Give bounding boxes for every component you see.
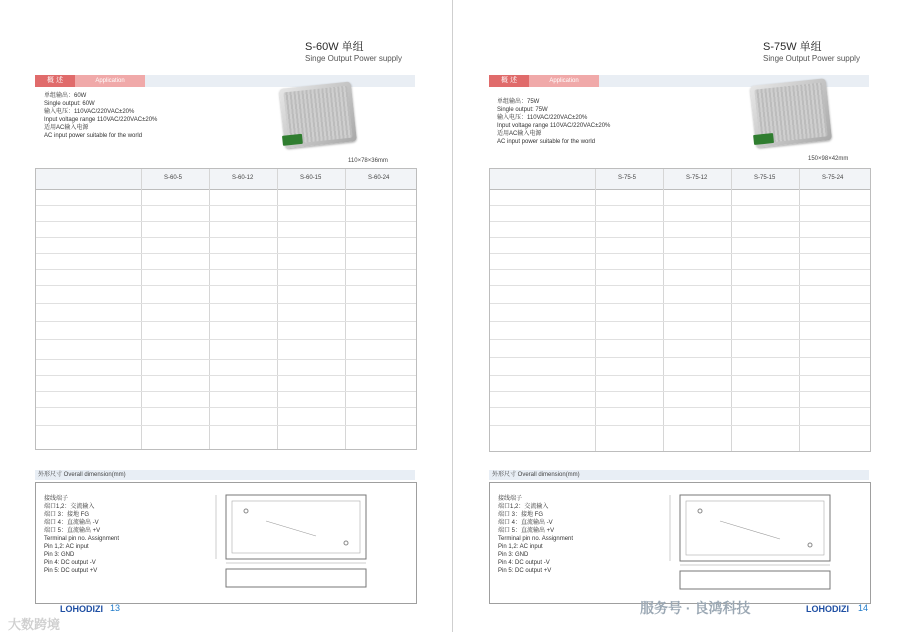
feature-item: Single output: 60W — [44, 101, 95, 107]
pin-item: 端口 5：直流输出 +V — [498, 528, 555, 534]
feature-item: 适用AC输入电源 — [497, 131, 542, 137]
feature-item: AC input power suitable for the world — [497, 139, 596, 145]
column-header: S-75-12 — [686, 175, 708, 181]
overview-tag: 概 述 — [489, 75, 529, 87]
watermark-right: 服务号 · 良鸿科技 — [640, 600, 751, 616]
pin-list — [498, 495, 573, 575]
feature-item: 单组输出：60W — [44, 93, 87, 99]
feature-item: 适用AC输入电源 — [44, 125, 89, 131]
pin-item: Pin 4: DC output -V — [498, 560, 550, 566]
spec-table — [489, 168, 871, 452]
pin-item: 端口 3：接地 FG — [498, 512, 544, 518]
feature-item: 单组输出：75W — [497, 99, 540, 105]
column-header: S-75-24 — [822, 175, 844, 181]
pin-list — [44, 495, 119, 575]
pin-item: Terminal pin no. Assignment — [498, 536, 574, 542]
spec-table-header — [490, 169, 870, 190]
dimension-drawing — [206, 491, 406, 595]
dimension-box — [35, 482, 417, 604]
application-tag: Application — [75, 75, 145, 87]
pin-item: Pin 1,2: AC input — [44, 544, 89, 550]
feature-list — [44, 92, 157, 140]
pin-item: Pin 5: DC output +V — [44, 568, 98, 574]
feature-list — [497, 98, 610, 146]
pin-item: Terminal pin no. Assignment — [44, 536, 120, 542]
spec-table — [35, 168, 417, 450]
model-subtitle: Singe Output Power supply — [305, 54, 402, 63]
spec-table-header — [36, 169, 416, 190]
model-title: S-75W 单组 — [763, 41, 822, 53]
dimension-section-header: 外形尺寸 Overall dimension(mm) — [35, 470, 415, 480]
pin-item: Pin 3: GND — [44, 552, 75, 558]
dimension-box — [489, 482, 871, 604]
page-number: 14 — [858, 603, 869, 613]
pin-item: 端口1,2：交流输入 — [498, 504, 549, 510]
pin-item: 端口 3：接地 FG — [44, 512, 90, 518]
brand-logo: LOHODIZI — [806, 604, 849, 614]
overview-tag: 概 述 — [35, 75, 75, 87]
pin-item: 端口1,2：交流输入 — [44, 504, 95, 510]
pin-item: Pin 1,2: AC input — [498, 544, 543, 550]
model-header-right — [763, 38, 860, 63]
dimension-label: 110×78×36mm — [348, 158, 388, 164]
pin-item: 端口 4：直流输出 -V — [498, 520, 553, 526]
product-photo — [750, 78, 832, 148]
model-header-left — [305, 38, 402, 63]
pin-item: 接线端子 — [498, 496, 523, 502]
feature-item: AC input power suitable for the world — [44, 133, 143, 139]
brand-logo: LOHODIZI — [60, 604, 103, 614]
feature-item: Input voltage range 110VAC/220VAC±20% — [44, 117, 158, 123]
feature-item: Input voltage range 110VAC/220VAC±20% — [497, 123, 611, 129]
pin-item: Pin 4: DC output -V — [44, 560, 96, 566]
feature-item: 输入电压：110VAC/220VAC±20% — [44, 109, 135, 115]
pin-item: 端口 4：直流输出 -V — [44, 520, 99, 526]
feature-item: Single output: 75W — [497, 107, 548, 113]
page-left — [0, 0, 452, 630]
pin-item: 端口 5：直流输出 +V — [44, 528, 101, 534]
overview-band — [35, 75, 415, 87]
column-header: S-75-5 — [618, 175, 637, 181]
product-photo — [279, 81, 357, 148]
pin-item: Pin 3: GND — [498, 552, 529, 558]
watermark-left: 大数跨境 — [8, 617, 61, 632]
column-header: S-60-15 — [300, 175, 322, 181]
pin-item: 接线端子 — [44, 496, 69, 502]
model-subtitle: Singe Output Power supply — [763, 54, 860, 63]
model-title: S-60W 单组 — [305, 41, 364, 53]
feature-item: 输入电压：110VAC/220VAC±20% — [497, 115, 588, 121]
application-tag: Application — [529, 75, 599, 87]
page-right — [453, 0, 905, 630]
pin-item: Pin 5: DC output +V — [498, 568, 552, 574]
column-header: S-75-15 — [754, 175, 776, 181]
dimension-label: 150×98×42mm — [808, 156, 849, 162]
page-number: 13 — [110, 603, 121, 613]
column-header: S-60-12 — [232, 175, 254, 181]
column-header: S-60-5 — [164, 175, 183, 181]
dimension-section-header: 外形尺寸 Overall dimension(mm) — [489, 470, 869, 480]
column-header: S-60-24 — [368, 175, 390, 181]
dimension-drawing — [660, 491, 860, 595]
